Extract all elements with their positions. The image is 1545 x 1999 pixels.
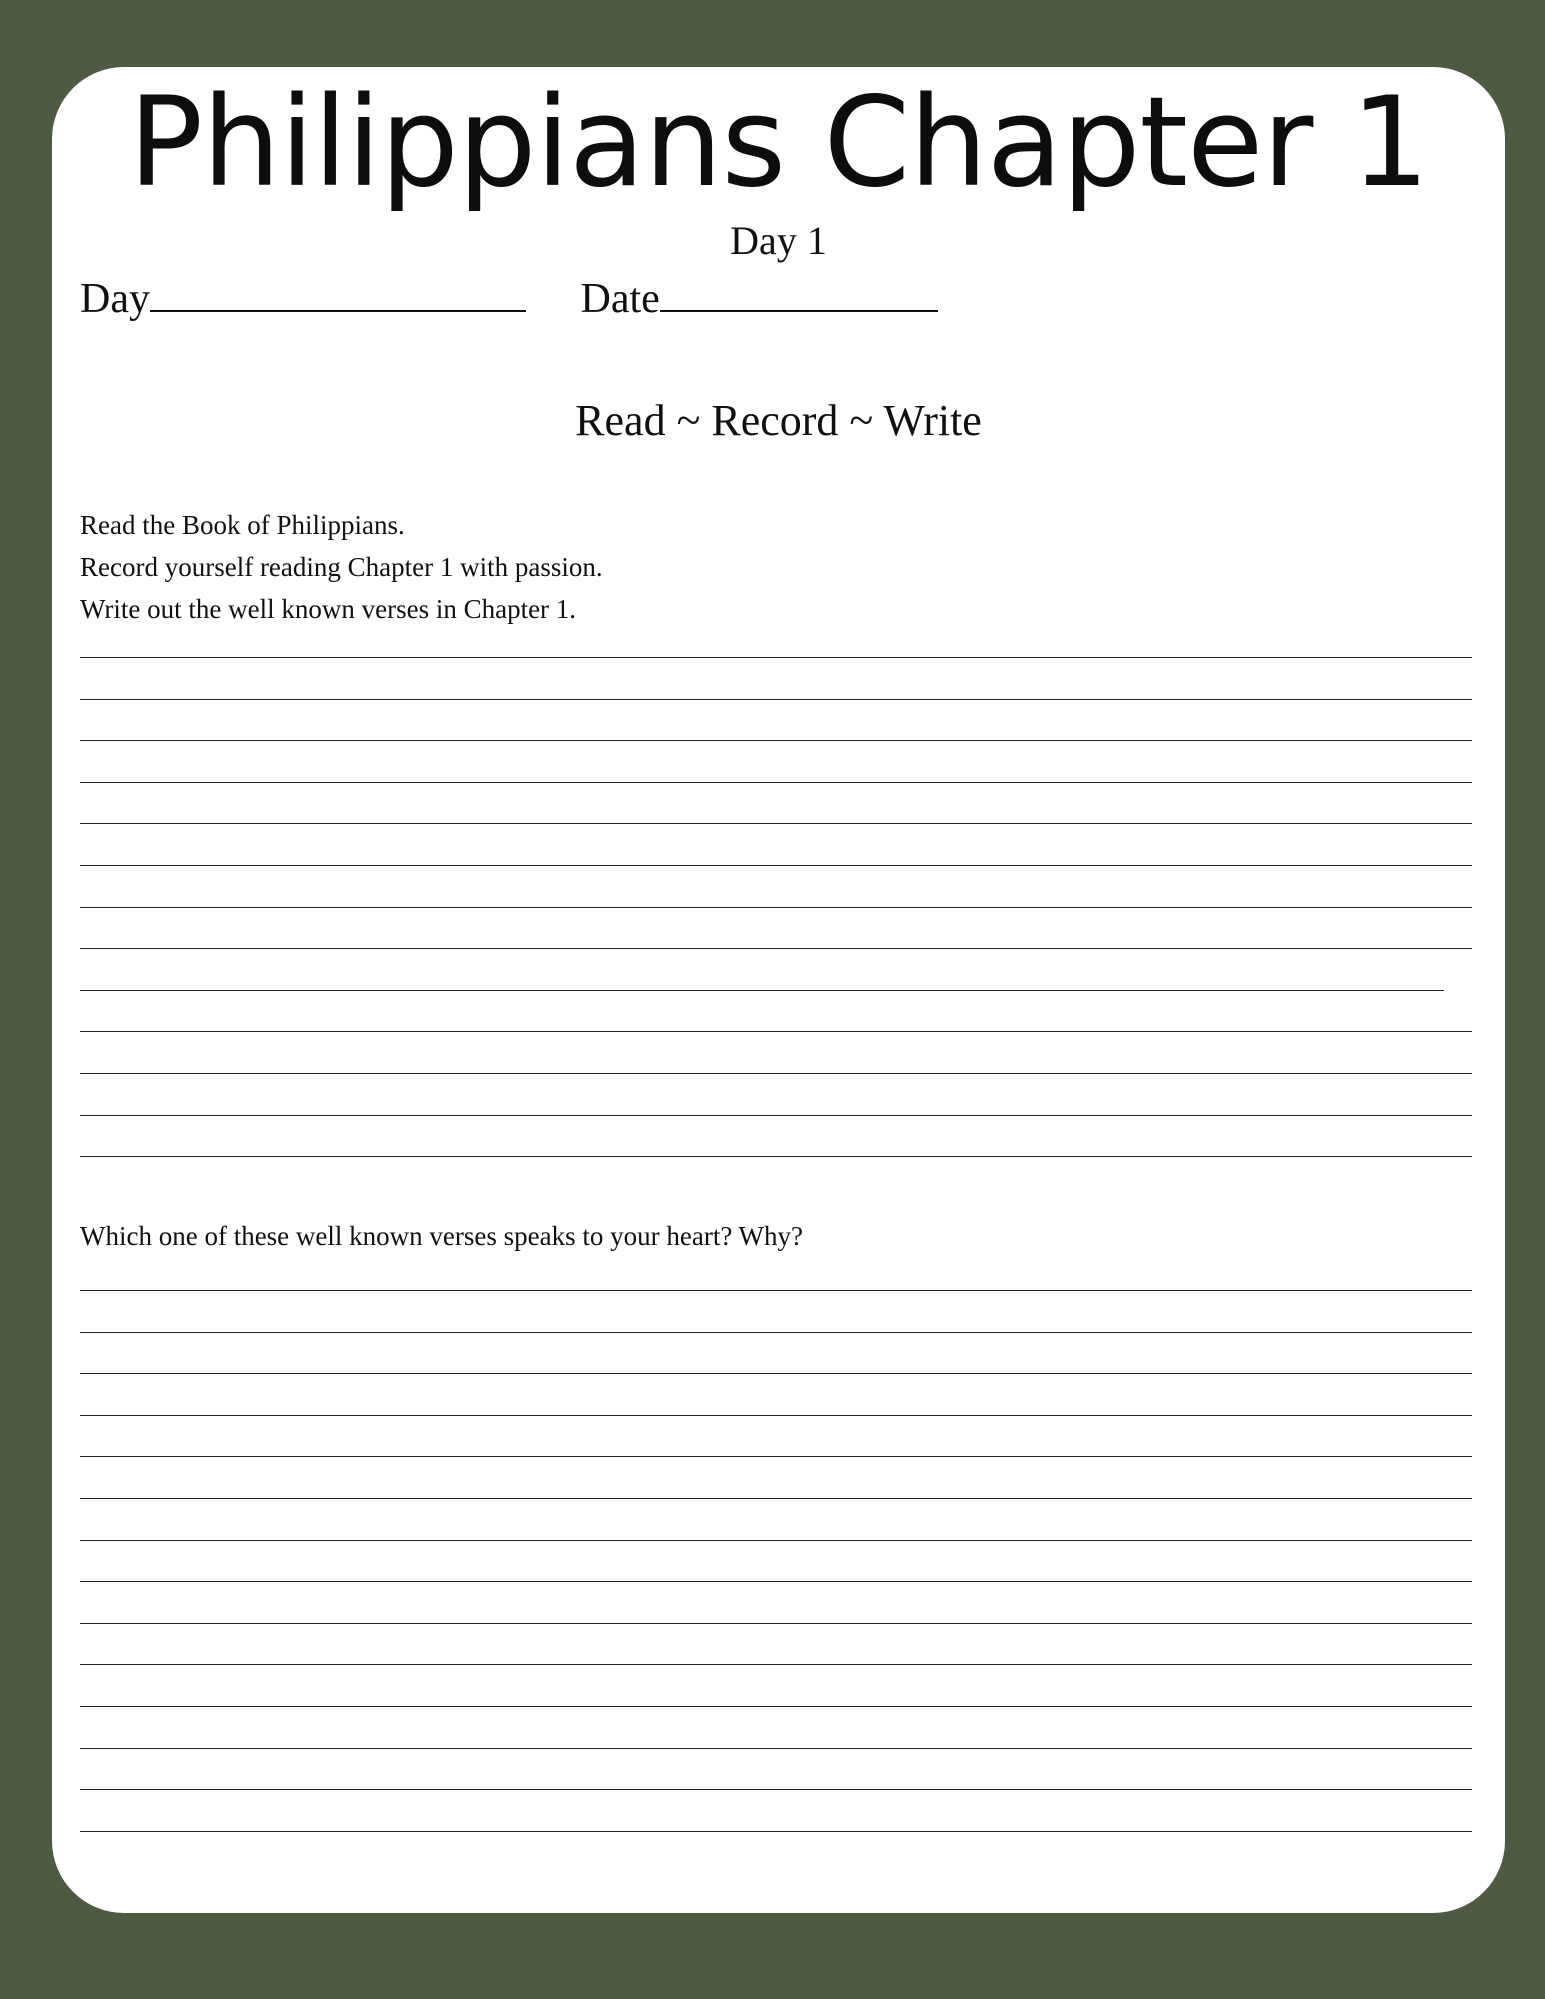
writing-line[interactable]	[80, 1156, 1472, 1157]
writing-line[interactable]	[80, 657, 1472, 658]
worksheet-page	[52, 67, 1505, 1913]
writing-line[interactable]	[80, 782, 1472, 783]
writing-line[interactable]	[80, 1115, 1472, 1116]
writing-line[interactable]	[80, 1581, 1472, 1582]
date-blank-line[interactable]	[660, 276, 938, 312]
header-fields	[80, 275, 938, 323]
writing-line[interactable]	[80, 1706, 1472, 1707]
day-subtitle: Day 1	[730, 218, 827, 263]
writing-line[interactable]	[80, 1831, 1472, 1832]
writing-line[interactable]	[80, 907, 1472, 908]
instruction-line: Read the Book of Philippians.	[80, 510, 405, 540]
writing-line[interactable]	[80, 1073, 1472, 1074]
writing-line[interactable]	[80, 1540, 1472, 1541]
writing-line[interactable]	[80, 1498, 1472, 1499]
page-title: Philippians Chapter 1	[128, 71, 1429, 215]
writing-line[interactable]	[80, 948, 1472, 949]
reflection-question: Which one of these well known verses speaks to your heart? Why?	[80, 1221, 804, 1251]
writing-line[interactable]	[80, 865, 1472, 866]
day-label: Day	[80, 276, 150, 322]
writing-line[interactable]	[80, 1664, 1472, 1665]
writing-line[interactable]	[80, 1748, 1472, 1749]
writing-line[interactable]	[80, 740, 1472, 741]
date-field[interactable]	[580, 275, 937, 323]
writing-line[interactable]	[80, 699, 1472, 700]
writing-line[interactable]	[80, 1456, 1472, 1457]
writing-line[interactable]	[80, 990, 1444, 991]
writing-line[interactable]	[80, 1332, 1472, 1333]
day-field[interactable]	[80, 275, 526, 323]
date-label: Date	[580, 276, 660, 322]
writing-line[interactable]	[80, 1789, 1472, 1790]
writing-line[interactable]	[80, 823, 1472, 824]
day-blank-line[interactable]	[150, 276, 526, 312]
instruction-line: Record yourself reading Chapter 1 with passion.	[80, 552, 603, 582]
writing-line[interactable]	[80, 1290, 1472, 1291]
writing-line[interactable]	[80, 1623, 1472, 1624]
writing-line[interactable]	[80, 1415, 1472, 1416]
section-heading: Read ~ Record ~ Write	[575, 396, 982, 445]
instructions	[80, 504, 603, 630]
writing-line[interactable]	[80, 1373, 1472, 1374]
instruction-line: Write out the well known verses in Chapter 1.	[80, 594, 577, 624]
writing-line[interactable]	[80, 1031, 1472, 1032]
